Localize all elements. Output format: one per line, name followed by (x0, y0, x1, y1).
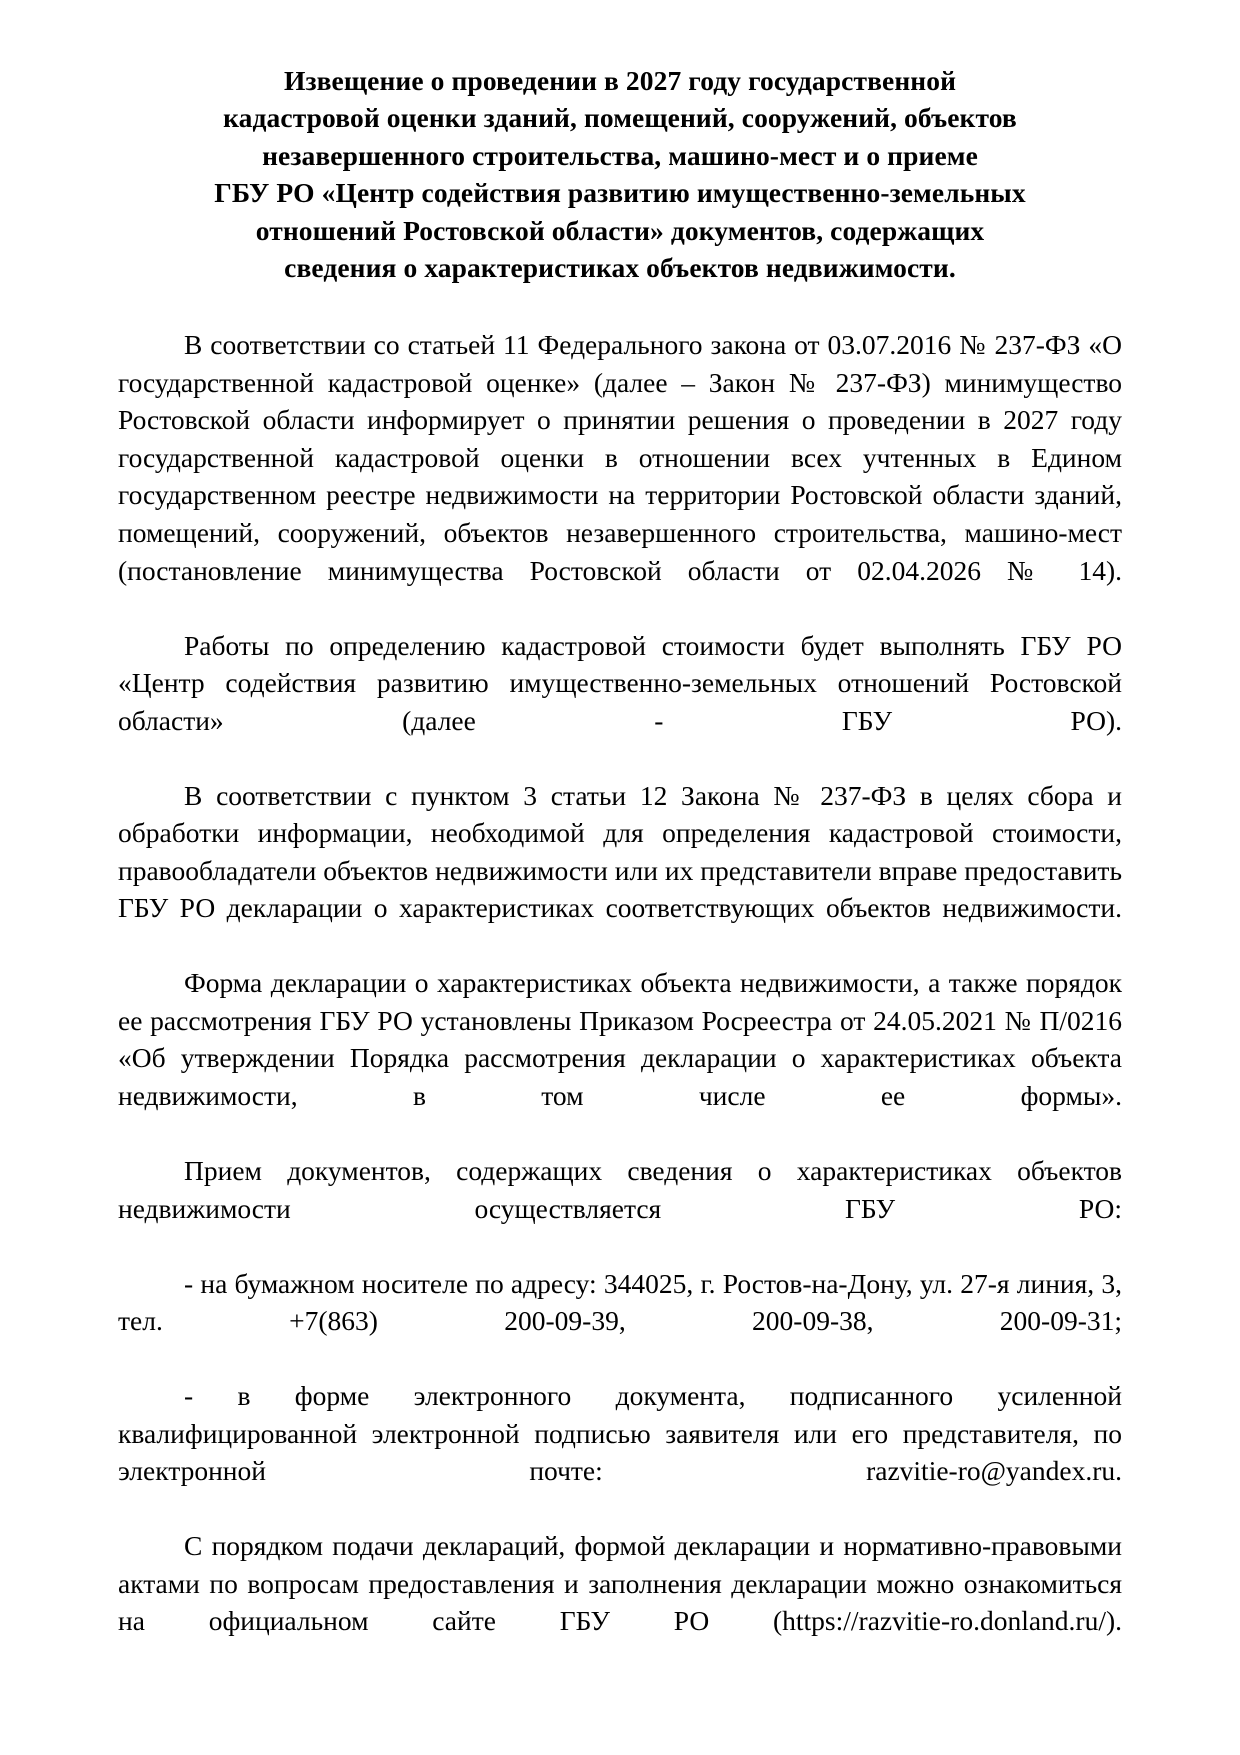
title-body-spacer (118, 300, 1122, 326)
paragraph-3: В соответствии с пунктом 3 статьи 12 Закона № 237-ФЗ в целях сбора и обработки информации, необходимой для определения кадастровой стоимости, правообладатели объектов недвижимости или их представители вправе предоставить ГБУ РО декларации о характеристиках соответствующих объектов недвижимости. (118, 779, 1122, 924)
paragraph-2: Работы по определению кадастровой стоимости будет выполнять ГБУ РО «Центр содействия развитию имущественно-земельных отношений Ростовской области» (далее - ГБУ РО). (118, 629, 1122, 736)
title-line-5: отношений Ростовской области» документов, содержащих (255, 214, 985, 246)
document-body (118, 326, 1122, 1677)
paragraph-6-paper-submission: - на бумажном носителе по адресу: 344025, г. Ростов-на-Дону, ул. 27-я линия, 3, тел. +7(863) 200-09-39, 200-09-38, 200-09-31; (118, 1267, 1122, 1337)
title-line-2: кадастровой оценки зданий, помещений, сооружений, объектов (223, 102, 1017, 134)
title-line-3: незавершенного строительства, машино-мест и о приеме (262, 139, 978, 171)
title-line-6: сведения о характеристиках объектов недвижимости. (284, 251, 956, 283)
paragraph-7-electronic-submission: - в форме электронного документа, подписанного усиленной квалифицированной электронной подписью заявителя или его представителя, по электронной почте: razvitie-ro@yandex.ru. (118, 1380, 1122, 1487)
paragraph-1: В соответствии со статьей 11 Федерального закона от 03.07.2016 № 237-ФЗ «О государственной кадастровой оценке» (далее – Закон № 237-ФЗ) минимущество Ростовской области информирует о принятии решения о проведении в 2027 году государственной кадастровой оценки в отношении всех учтенных в Едином государственном реестре недвижимости на территории Ростовской области зданий, помещений, сооружений, объектов незавершенного строительства, машино-мест (постановление минимущества Ростовской области от 02.04.2026 № 14). (118, 329, 1122, 586)
title-line-4: ГБУ РО «Центр содействия развитию имущественно-земельных (214, 177, 1026, 209)
page-title (118, 62, 1122, 286)
paragraph-8-website-info: С порядком подачи деклараций, формой декларации и нормативно-правовыми актами по вопросам предоставления и заполнения декларации можно ознакомиться на официальном сайте ГБУ РО (https://razvitie-ro.donland.ru/). (118, 1530, 1122, 1637)
paragraph-4: Форма декларации о характеристиках объекта недвижимости, а также порядок ее рассмотрения ГБУ РО установлены Приказом Росреестра от 24.05.2021 № П/0216 «Об утверждении Порядка рассмотрения декларации о характеристиках объекта недвижимости, в том числе ее формы». (118, 967, 1122, 1111)
title-line-1: Извещение о проведении в 2027 году государственной (283, 65, 957, 96)
paragraph-5: Прием документов, содержащих сведения о характеристиках объектов недвижимости осуществляется ГБУ РО: (118, 1155, 1122, 1224)
